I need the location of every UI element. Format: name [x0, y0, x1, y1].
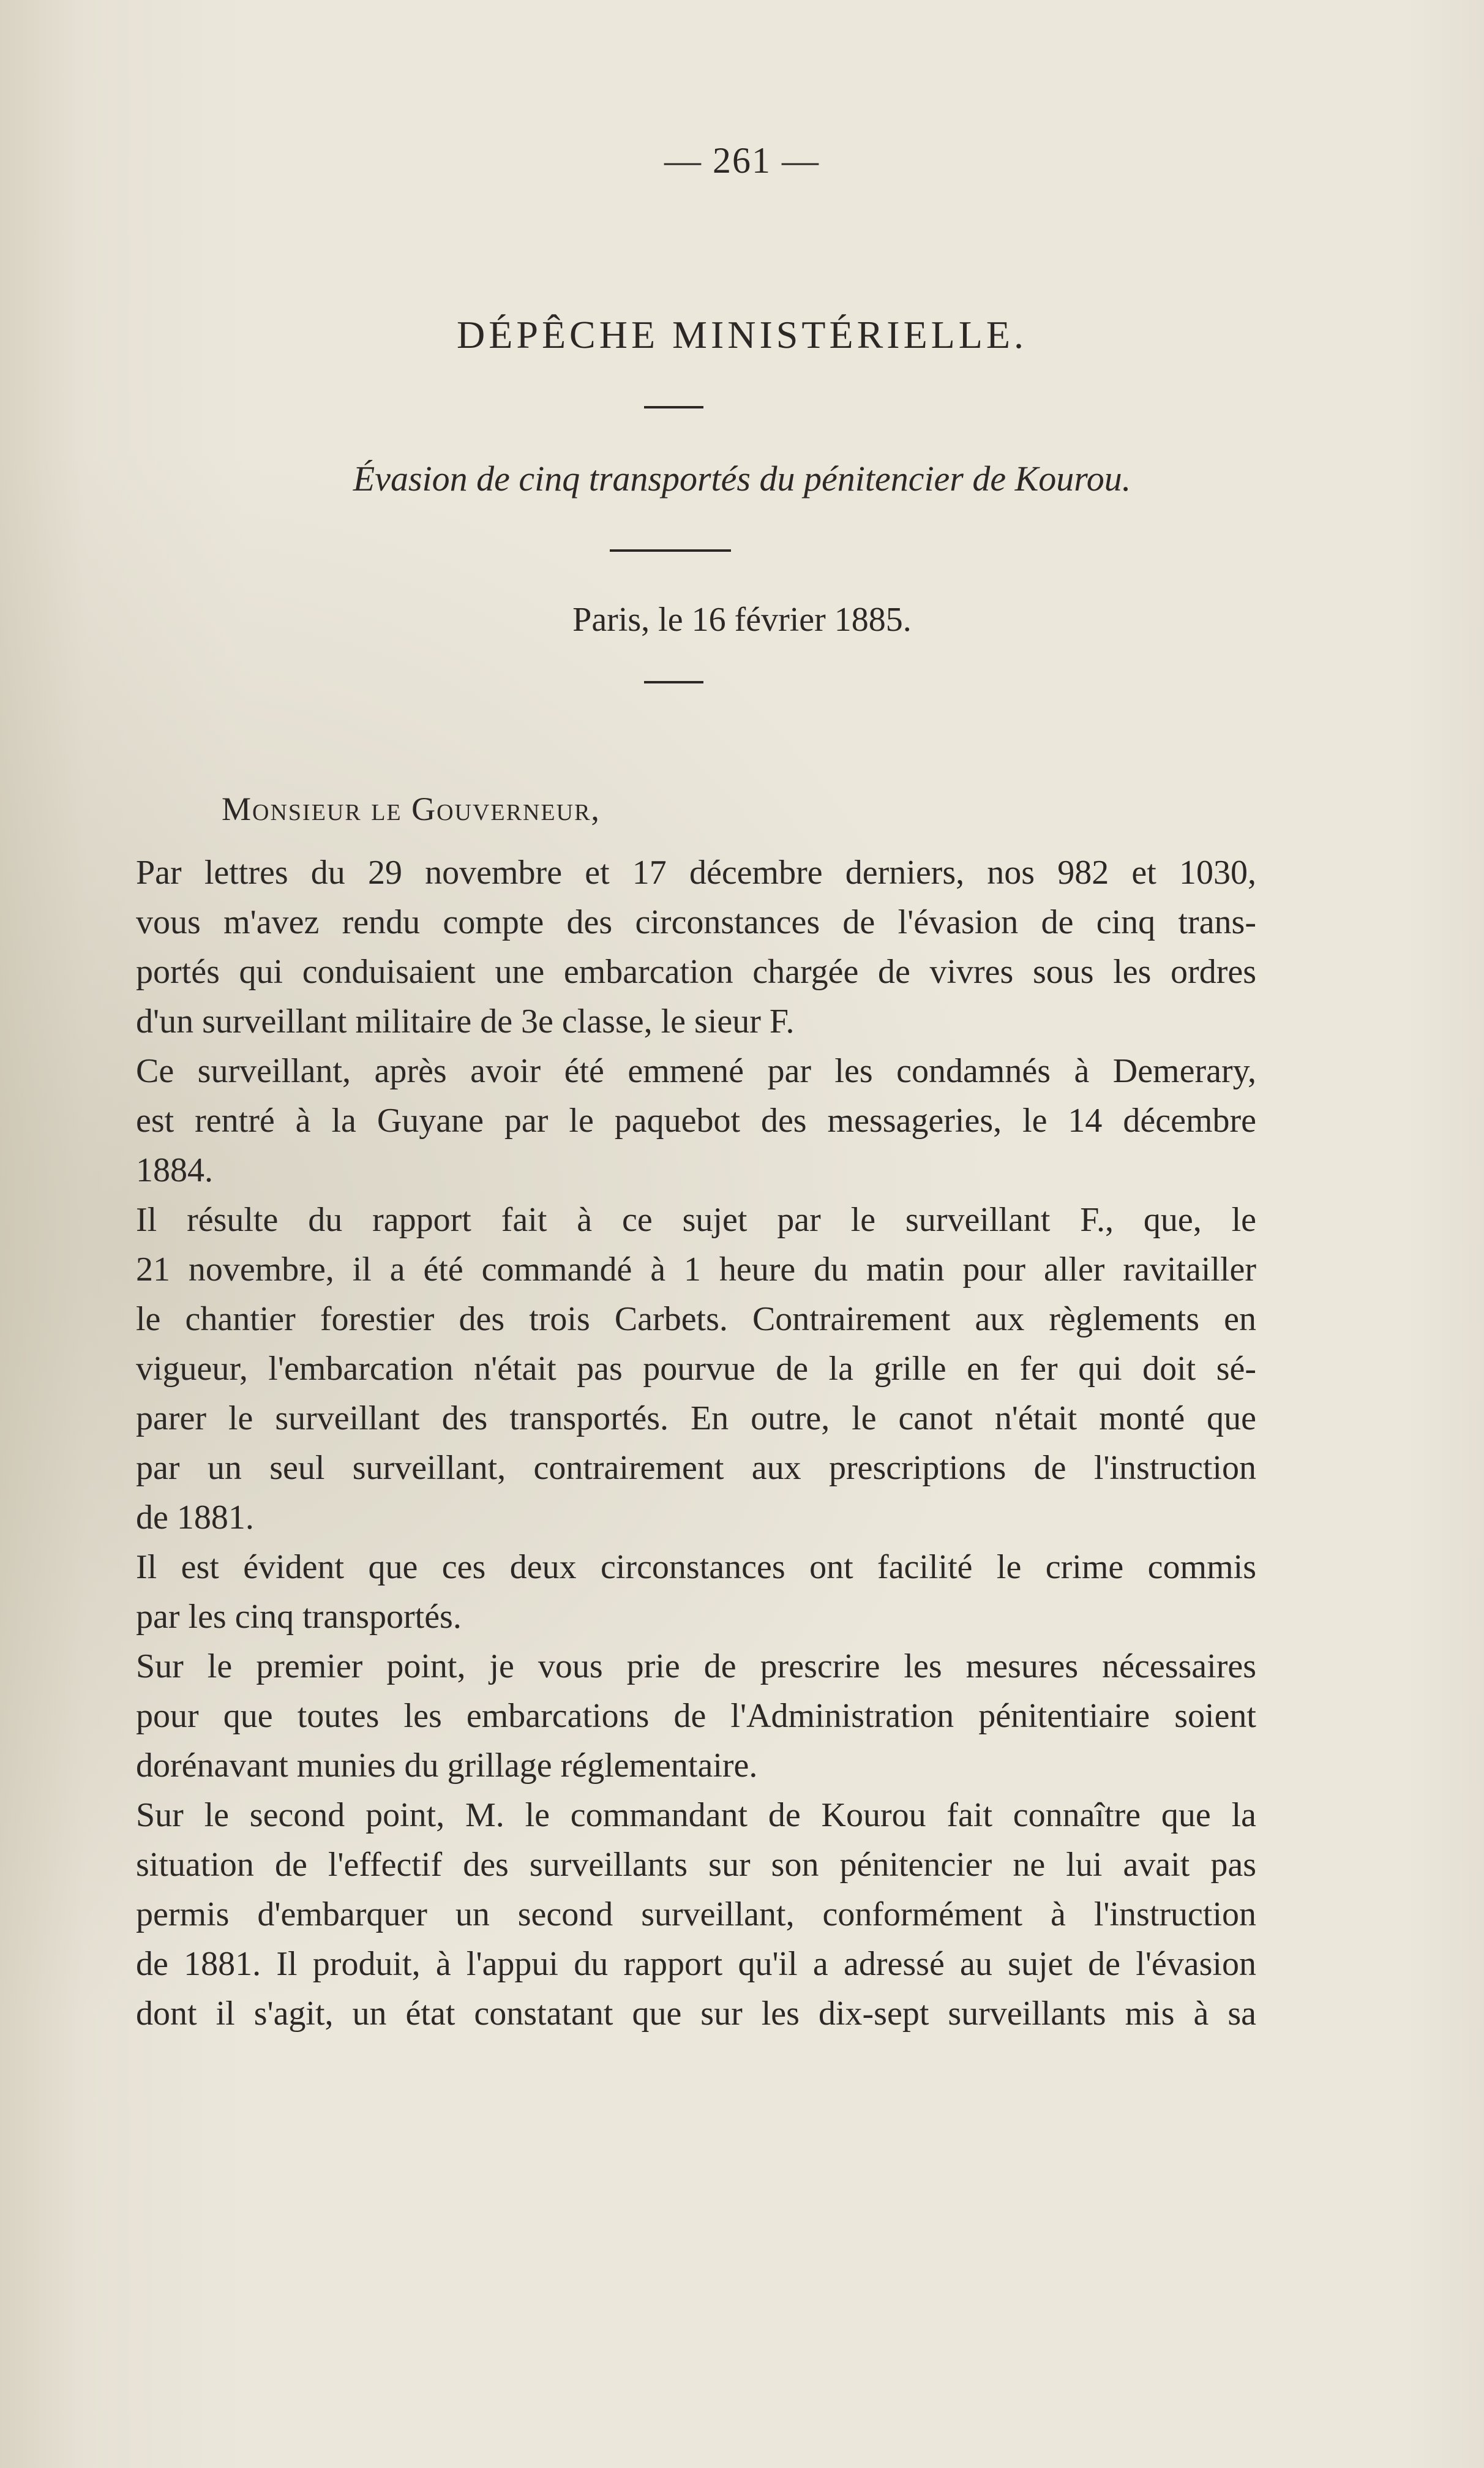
text-line: situation de l'effectif des surveillants sur son pénitencier ne lui avait pas [136, 1846, 1256, 1884]
text-line: Par lettres du 29 novembre et 17 décembre derniers, nos 982 et 1030, [136, 854, 1256, 892]
salutation: Monsieur le Gouverneur, [222, 791, 601, 827]
document-subtitle: Évasion de cinq transportés du pénitencier de Kourou. [353, 459, 1131, 498]
text-line: Il résulte du rapport fait à ce sujet par le surveillant F., que, le [136, 1201, 1256, 1239]
document-title: DÉPÊCHE MINISTÉRIELLE. [457, 313, 1027, 356]
text-line: de 1881. Il produit, à l'appui du rapport qu'il a adressé au sujet de l'évasion [136, 1945, 1256, 1983]
text-line: de 1881. [136, 1499, 254, 1537]
text-line: vigueur, l'embarcation n'était pas pourvue de la grille en fer qui doit sé- [136, 1350, 1256, 1388]
dateline: Paris, le 16 février 1885. [572, 601, 912, 639]
text-line: Il est évident que ces deux circonstances ont facilité le crime commis [136, 1548, 1256, 1586]
page-number: — 261 — [664, 140, 820, 181]
text-line: parer le surveillant des transportés. En outre, le canot n'était monté que [136, 1399, 1256, 1437]
text-line: dont il s'agit, un état constatant que sur les dix-sept surveillants mis à sa [136, 1995, 1256, 2033]
text-line: 21 novembre, il a été commandé à 1 heure du matin pour aller ravitailler [136, 1251, 1256, 1289]
text-line: le chantier forestier des trois Carbets. Contrairement aux règlements en [136, 1300, 1256, 1338]
letter-body [136, 848, 1256, 2039]
text-line: par un seul surveillant, contrairement aux prescriptions de l'instruction [136, 1449, 1256, 1487]
title-divider [644, 406, 703, 408]
text-line: est rentré à la Guyane par le paquebot des messageries, le 14 décembre [136, 1102, 1256, 1140]
subtitle-divider [610, 549, 731, 552]
text-line: Sur le second point, M. le commandant de Kourou fait connaître que la [136, 1796, 1256, 1834]
paragraph [136, 1791, 1256, 2039]
text-line: 1884. [136, 1151, 213, 1189]
paragraph [136, 1047, 1256, 1195]
text-line: dorénavant munies du grillage réglementaire. [136, 1747, 758, 1785]
paragraph [136, 848, 1256, 1047]
text-line: pour que toutes les embarcations de l'Administration pénitentiaire soient [136, 1697, 1256, 1735]
text-line: Ce surveillant, après avoir été emmené par les condamnés à Demerary, [136, 1052, 1256, 1090]
text-line: d'un surveillant militaire de 3e classe, le sieur F. [136, 1003, 795, 1040]
text-line: Sur le premier point, je vous prie de prescrire les mesures nécessaires [136, 1647, 1256, 1685]
text-line: portés qui conduisaient une embarcation chargée de vivres sous les ordres [136, 953, 1256, 991]
paragraph [136, 1642, 1256, 1791]
paragraph [136, 1543, 1256, 1642]
text-line: permis d'embarquer un second surveillant, conformément à l'instruction [136, 1895, 1256, 1933]
text-line: par les cinq transportés. [136, 1598, 462, 1636]
text-line: vous m'avez rendu compte des circonstances de l'évasion de cinq trans- [136, 903, 1256, 941]
paragraph [136, 1195, 1256, 1543]
dateline-divider [644, 681, 703, 683]
